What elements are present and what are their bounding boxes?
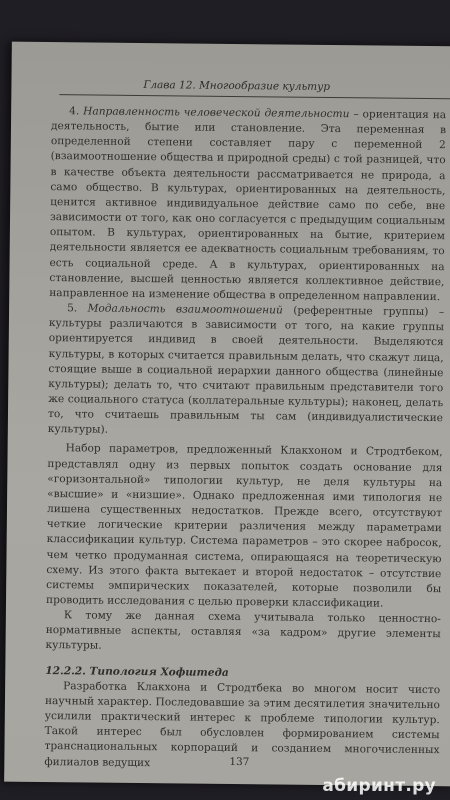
book-page (4, 42, 450, 787)
paragraph-hofstede: Разработка Клакхона и Стродтбека во многом носит чисто научный характер. Последовавшие за этим десятилетия значительно усилили практический интерес к проблеме типологии культур. Такой интерес был обусловлен формированием системы транснациональных корпораций и созданием многочисленных филиалов ведущих (44, 680, 441, 769)
paragraph-section-4 (49, 104, 446, 305)
page-number: 137 (229, 755, 250, 769)
section-4-number: 4. (69, 105, 80, 118)
section-4-text: – ориентация на деятельность, бытие или становление. Эта переменная в определенной степени составляет пару с переменной 2 (взаимоотношение общества и природной среды) с той разницей, что в качестве объекта деятельности рассматривается не природа, а само общество. В культурах, ориентированных на деятельность, ценится активное индивидуальное действие само по себе, вне зависимости от того, как оно согласуется с предыдущим социальным опытом. В культурах, ориентированных на бытие, критерием деятельности является ее адекватность социальным требованиям, то есть социальной среде. А в культурах, ориентированных на становление, высшей ценностью является коллективное действие, направленное на изменение общества в определенном направлении. (49, 108, 447, 304)
section-4-term: Направленность человеческой деятельности (83, 105, 350, 121)
section-5-term: Модальность взаимоотношений (87, 302, 283, 317)
chapter-title: Глава 12. Многообразие культур (143, 79, 331, 93)
subsection-title: 12.2.2. Типология Хофштеда (45, 664, 229, 679)
section-5-text: (референтные группы) – культуры различаются в зависимости от того, на какие группы ориентируется индивид в своей деятельности. Выделяются культуры, в которых считается правильным делать, что скажут лица, стоящие выше в социальной иерархии данного общества (линейные культуры); делать то, что считают правильным представители того же социального статуса (коллатеральные культуры); наконец, делать то, что считаешь правильным ты сам (индивидуалистические культуры). (47, 304, 445, 436)
page-body (44, 104, 446, 774)
section-5-number: 5. (67, 302, 78, 315)
paragraph-values: К тому же данная схема учитывала только ценностно-нормативные аспекты, оставляя «за кадром» другие элементы культуры. (45, 609, 441, 653)
watermark-logo: абиринт.ру (322, 776, 436, 796)
paragraph-section-5 (48, 301, 444, 442)
running-header (59, 78, 450, 99)
paragraph-critique: Набор параметров, предложенный Клакхоном и Стродтбеком, представлял одну из первых попыток создать основание для «горизонтальной» типологии культур, не деля культуры на «высшие» и «низшие». Однако предложенная ими типология не лишена существенных недостатков. Прежде всего, отсутствуют четкие логические критерии различения между параметрами классификации культур. Система параметров – это скорее набросок, чем четко продуманная система, опирающаяся на теоретическую схему. Из этого факта вытекает и второй недостаток – отсутствие системы эмпирических показателей, которые позволили бы проводить исследования с целью проверки классификации. (45, 442, 443, 610)
